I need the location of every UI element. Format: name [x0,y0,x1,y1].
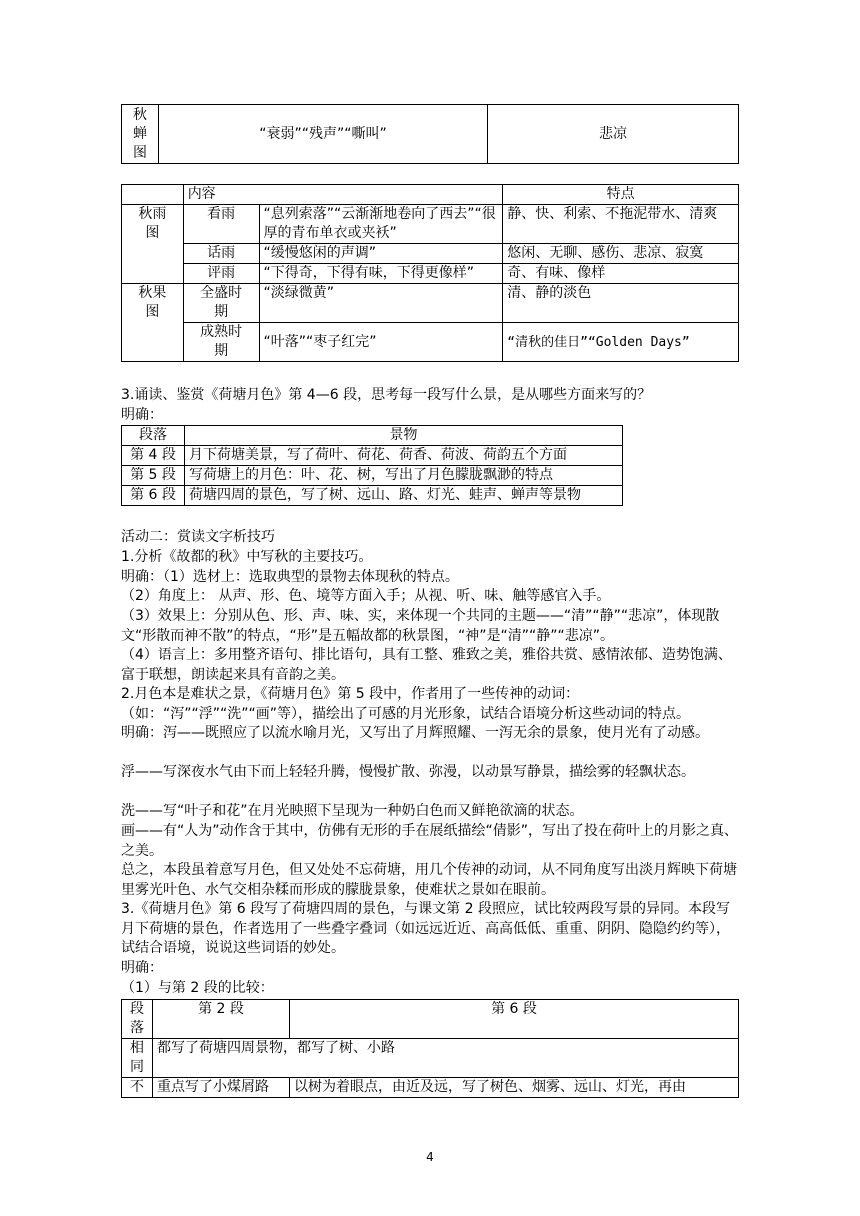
header-col1: 段落 [122,426,185,446]
row-sub: 成熟时期 [183,323,259,362]
header-col2: 景物 [185,426,623,446]
cicada-label-cell [122,105,159,164]
activity2-p8: 浮——写深夜水气由下而上轻轻升腾，慢慢扩散、弥漫，以动景写静景，描绘雾的轻飘状态。 [121,764,695,780]
lotus-paragraph-table [121,425,623,506]
activity2-p3: （2）角度上： 从声、形、色、境等方面入手；从视、听、味、触等感官入手。 [121,588,611,604]
cmp-diff-label: 不 [122,1078,153,1098]
row-feature: 奇、有味、像样 [503,264,739,284]
row-sub: 话雨 [183,244,259,264]
q3-answer-label: 明确： [121,407,163,423]
activity2-p11: 总之，本段虽着意写月色，但又处处不忘荷塘，用几个传神的动词，从不同角度写出淡月辉映下荷塘里雾光叶色、水气交相杂糅而形成的朦胧景象，使难状之景如在眼前。 [121,862,737,898]
row-paragraph: 第 5 段 [122,466,185,486]
autumn-cicada-table [121,104,739,164]
activity2-p4: （3）效果上：分别从色、形、声、味、实，来体现一个共同的主题——“清”“静”“悲凉”，体现散文“形散而神不散”的特点，“形”是五幅故都的秋景图，“神”是“清”“静”“悲凉”。 [121,608,720,644]
cmp-diff-col1: 重点写了小煤屑路 [153,1078,290,1098]
autumn-scenes-table [121,184,739,362]
activity2-p10: 画——有“人为”动作含于其中，仿佛有无形的手在展纸描绘“倩影”，写出了投在荷叶上的月影之真、之美。 [121,823,739,859]
row-sub: 看雨 [183,205,259,244]
fruit-label: 秋果图 [138,285,167,320]
cmp-diff-col2: 以树为着眼点，由近及远，写了树色、烟雾、远山、灯光，再由 [290,1078,739,1098]
cmp-same-label-cell [122,1039,153,1078]
page-number: 4 [426,1150,434,1164]
row-sub: 全盛时期 [183,284,259,323]
row-content: “缓慢悠闲的声调” [259,244,503,264]
cicada-feature: 悲凉 [488,105,739,164]
row-scenery: 荷塘四周的景色，写了树、远山、路、灯光、蛙声、蝉声等景物 [185,486,623,506]
cicada-content: “衰弱”“残声”“嘶叫” [159,105,488,164]
activity2-p14: （1）与第 2 段的比较： [121,980,274,996]
row-content: “下得奇，下得有味，下得更像样” [259,264,503,284]
row-content: “叶落”“枣子红完” [259,323,503,362]
comparison-table [121,999,739,1098]
activity2-p13: 明确： [121,960,163,976]
rain-label: 秋雨图 [138,206,167,241]
activity2-p9: 洗——写“叶子和花”在月光映照下呈现为一种奶白色而又鲜艳欲滴的状态。 [121,803,584,819]
activity2-p7: 明确：泻——既照应了以流水喻月光，又写出了月辉照耀、一泻无余的景象，使月光有了动感。 [121,725,709,741]
cmp-header-col2: 第 6 段 [290,1000,739,1039]
row-content: “淡绿微黄” [259,284,503,323]
row-sub: 评雨 [183,264,259,284]
cmp-same-text: 都写了荷塘四周景物，都写了树、小路 [153,1039,739,1078]
rain-label-cell [122,205,184,284]
row-scenery: 写荷塘上的月色：叶、花、树，写出了月色朦胧飘渺的特点 [185,466,623,486]
row-content: “息列索落”“云渐渐地卷向了西去”“很厚的青布单衣或夹袄” [259,205,503,244]
row-paragraph: 第 4 段 [122,446,185,466]
row-feature: 清、静的淡色 [503,284,739,323]
fruit-label-cell [122,284,184,362]
cmp-same-label: 相同 [130,1040,144,1075]
row-scenery: 月下荷塘美景，写了荷叶、荷花、荷香、荷波、荷韵五个方面 [185,446,623,466]
cmp-header-label-cell [122,1000,153,1039]
activity2-p2: 明确：（1）选材上：选取典型的景物去体现秋的特点。 [121,569,459,585]
activity2-p1: 1.分析《故都的秋》中写秋的主要技巧。 [121,549,373,565]
row-feature: “清秋的佳日”“Golden Days” [503,323,739,362]
cicada-label: 秋蝉图 [133,106,147,161]
activity2-p6: 2.月色本是难状之景，《荷塘月色》第 5 段中，作者用了一些传神的动词：（如：“泻”“浮”“洗”“画”等），描绘出了可感的月光形象，试结合语境分析这些动词的特点。 [121,686,691,722]
activity2-p5: （4）语言上：多用整齐语句、排比语句，具有工整、雅致之美，雅俗共赏、感情浓郁、造势饱满、富于联想，朗读起来具有音韵之美。 [121,647,732,683]
q3-question: 3.诵读、鉴赏《荷塘月色》第 4—6 段，思考每一段写什么景，是从哪些方面来写的？ [121,387,652,403]
cmp-header-col1: 第 2 段 [153,1000,290,1039]
header-content: 内容 [183,185,503,205]
header-feature: 特点 [503,185,739,205]
cmp-header-label: 段落 [130,1001,144,1036]
row-paragraph: 第 6 段 [122,486,185,506]
activity2-title: 活动二：赏读文字析技巧 [121,529,275,545]
row-feature: 静、快、利索、不拖泥带水、清爽 [503,205,739,244]
activity2-p12: 3.《荷塘月色》第 6 段写了荷塘四周的景色，与课文第 2 段照应，试比较两段写景的异同。本段写月下荷塘的景色，作者选用了一些叠字叠词（如远远近近、高高低低、重重、阴阴、隐隐约约等），试结合语境，说说这些词语的妙处。 [121,901,730,957]
row-feature: 悠闲、无聊、感伤、悲凉、寂寞 [503,244,739,264]
